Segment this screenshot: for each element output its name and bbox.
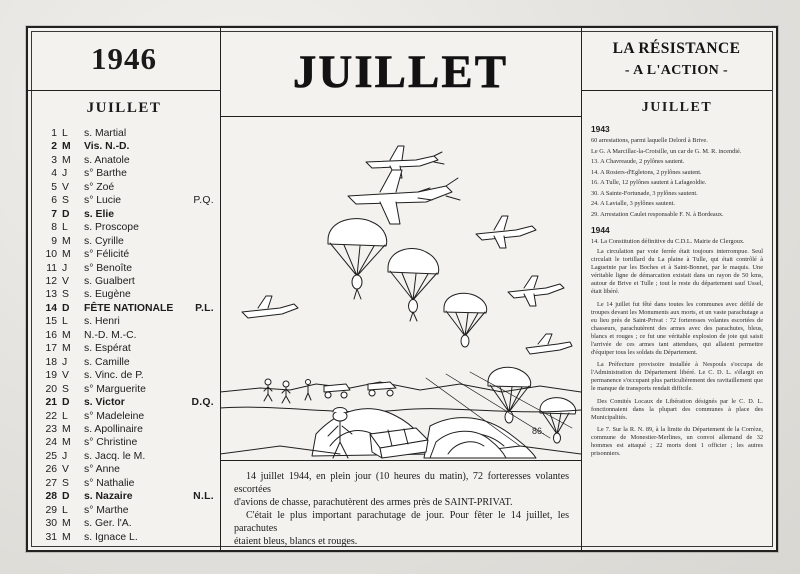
day-number: 6: [51, 195, 57, 207]
calendar-day-row: [42, 531, 214, 544]
calendar-month-label: JUILLET: [86, 100, 162, 116]
calendar-day-row: [42, 127, 214, 140]
parachute-drop-drawing: [220, 116, 581, 460]
calendar-day-row: [42, 504, 214, 517]
day-saint-name: N.-D. M.-C.: [84, 329, 137, 341]
day-weekday: D: [62, 397, 70, 409]
plane-small-right: [526, 334, 572, 354]
month-heading: JUILLET: [292, 46, 509, 98]
resistance-event: Des Comités Locaux de Libération désignés par le C. D. L. fonctionnaient dans la plupart des communes à place des Municipalités.: [591, 397, 763, 421]
day-saint-name: s. Cyrille: [84, 235, 124, 247]
day-weekday: D: [62, 208, 70, 220]
day-saint-name: s° Marguerite: [84, 383, 146, 395]
day-moon-phase: N.L.: [193, 491, 214, 503]
day-saint-name: s. Victor: [84, 397, 125, 409]
day-number: 4: [51, 168, 57, 180]
day-number: 31: [45, 531, 57, 543]
day-weekday: M: [62, 154, 71, 166]
day-saint-name: s. Espérat: [84, 343, 131, 355]
calendar-day-row: [42, 235, 214, 248]
resistance-year-label: 1943: [591, 124, 610, 134]
day-weekday: M: [62, 343, 71, 355]
caption-line-4: étaient bleus, blancs et rouges.: [234, 536, 358, 547]
day-weekday: M: [62, 329, 71, 341]
calendar-day-row: [42, 248, 214, 261]
day-number: 3: [51, 154, 57, 166]
resistance-event: 30. A Sainte-Fortunade, 3 pylônes sautent.: [591, 189, 698, 197]
day-number: 7: [51, 208, 57, 220]
day-number: 8: [51, 222, 57, 234]
resistance-event: La circulation par voie ferrée était toujours interrompue. Seul circulait le tortillard du La plaine à Tulle, qui était contrôlé à Lagueinie par les Boches et à Saint-Bonnet, par le maquis. Une véritable ligne de démarcation existait dans un rayon de 50 kms, autour de Brive et Tulle ; tout le reste du département sauf Ussel, était libéré.: [591, 248, 763, 295]
day-saint-name: s. Vinc. de P.: [84, 370, 144, 382]
day-number: 19: [45, 370, 57, 382]
plane-formation-far: [508, 276, 564, 306]
day-saint-name: s° Barthe: [84, 168, 127, 180]
resistance-event: 16. A Tulle, 12 pylônes sautent à Lafageoldie.: [591, 179, 707, 186]
day-saint-name: s. Proscope: [84, 222, 139, 234]
day-weekday: M: [62, 249, 71, 261]
day-number: 27: [45, 477, 57, 489]
day-saint-name: s. Henri: [84, 316, 120, 328]
day-weekday: V: [62, 370, 69, 382]
day-saint-name: FÊTE NATIONALE: [84, 302, 174, 314]
day-number: 10: [45, 249, 57, 261]
resistance-heading: [581, 28, 772, 90]
day-saint-name: s. Apollinaire: [84, 423, 143, 435]
calendar-day-row: [42, 154, 214, 167]
day-saint-name: s. Anatole: [84, 154, 130, 166]
day-weekday: J: [62, 450, 68, 462]
day-saint-name: s. Gualbert: [84, 275, 135, 287]
plane-small-left: [242, 296, 298, 318]
day-weekday: M: [62, 518, 71, 530]
resistance-event: 14. A Rosiers-d'Egletons, 2 pylônes sautent.: [591, 168, 702, 176]
day-weekday: V: [62, 181, 69, 193]
day-number: 9: [51, 235, 57, 247]
day-number: 17: [45, 343, 57, 355]
day-weekday: D: [62, 302, 70, 314]
day-saint-name: s° Zoé: [84, 181, 115, 193]
caption-line-3: C'était le plus important parachutage de jour. Pour fêter le 14 juillet, les parachutes: [234, 510, 569, 534]
day-moon-phase: D.Q.: [191, 397, 214, 409]
calendar-day-row: [42, 221, 214, 234]
day-saint-name: s. Ignace L.: [84, 531, 138, 543]
day-number: 2: [51, 141, 57, 153]
day-saint-name: s. Camille: [84, 356, 130, 368]
day-weekday: J: [62, 262, 68, 274]
calendar-day-row: [42, 396, 214, 409]
resistance-event: 29. Arrestation Caulet responsable F. N. à Bordeaux.: [591, 210, 724, 218]
calendar-day-row: [42, 329, 214, 342]
plane-formation-upper: [366, 146, 444, 178]
calendar-day-row: [42, 477, 214, 490]
resistance-event: 13. A Chavreaude, 2 pylônes sautent.: [591, 158, 685, 165]
day-number: 12: [45, 275, 57, 287]
calendar-day-row: [42, 194, 214, 207]
calendar-day-row: [42, 450, 214, 463]
resistance-title-line2: - A L'ACTION -: [624, 62, 729, 78]
day-number: 25: [45, 450, 57, 462]
resistance-event: La Préfecture provisoire installée à Nespouls s'occupa de l'Administration du Département libéré. Le C. D. L. s'élargit en permanence s'occupant plus particulièrement des ravitaillement que le manque de transports rendait difficile.: [591, 361, 763, 392]
calendar-day-row: [42, 342, 214, 355]
day-number: 23: [45, 423, 57, 435]
calendar-day-row: [42, 436, 214, 449]
day-saint-name: s° Nathalie: [84, 477, 135, 489]
calendar-day-row: [42, 517, 214, 530]
day-number: 22: [45, 410, 57, 422]
day-weekday: S: [62, 477, 69, 489]
year-heading: 1946: [91, 41, 157, 76]
calendar-day-row: [42, 208, 214, 221]
calendar-day-row: [42, 356, 214, 369]
resistance-event: 14. La Constitution définitive du C.D.L. Mairie de Clergoux.: [591, 237, 745, 245]
calendar-day-row: [42, 383, 214, 396]
day-weekday: L: [62, 128, 68, 139]
calendar-day-row: [42, 262, 214, 275]
day-saint-name: s° Lucie: [84, 195, 122, 207]
calendar-column: [28, 90, 220, 550]
day-saint-name: s. Ger. l'A.: [84, 518, 132, 530]
day-saint-name: s° Benoîte: [84, 262, 133, 274]
day-saint-name: s° Anne: [84, 464, 120, 476]
plane-formation-mid: [348, 170, 460, 224]
day-weekday: L: [62, 410, 68, 422]
day-list: [28, 127, 220, 544]
day-number: 20: [45, 383, 57, 395]
calendar-day-row: [42, 423, 214, 436]
day-number: 28: [45, 491, 57, 503]
day-weekday: J: [62, 168, 68, 180]
resistance-column: [581, 90, 772, 550]
illustration-caption: [220, 460, 581, 550]
plane-formation-right: [476, 216, 536, 248]
day-weekday: L: [62, 504, 68, 516]
calendar-day-row: [42, 315, 214, 328]
resistance-event: Le G. A Marcillac-la-Croisille, un car de G. M. R. incendié.: [591, 147, 742, 155]
day-saint-name: s. Eugène: [84, 289, 131, 301]
day-weekday: M: [62, 437, 71, 449]
day-weekday: M: [62, 141, 71, 153]
calendar-day-row: [42, 167, 214, 180]
day-number: 18: [45, 356, 57, 368]
day-number: 1: [51, 128, 57, 139]
resistance-title-line1: LA RÉSISTANCE: [612, 39, 741, 57]
calendar-sheet: [26, 26, 778, 552]
day-saint-name: s° Christine: [84, 437, 138, 449]
day-number: 14: [45, 302, 57, 314]
day-saint-name: s. Martial: [84, 128, 127, 139]
calendar-day-row: [42, 302, 214, 315]
day-saint-name: s. Elie: [84, 208, 115, 220]
day-weekday: M: [62, 423, 71, 435]
day-number: 24: [45, 437, 57, 449]
day-moon-phase: P.L.: [195, 302, 214, 314]
day-saint-name: s. Nazaire: [84, 491, 133, 503]
day-saint-name: Vis. N.-D.: [84, 141, 130, 153]
resistance-event: 24. A Lavialle, 3 pylônes sautent.: [591, 200, 675, 207]
day-number: 13: [45, 289, 57, 301]
day-weekday: V: [62, 464, 69, 476]
day-weekday: J: [62, 356, 68, 368]
day-weekday: S: [62, 289, 69, 301]
day-saint-name: s° Marthe: [84, 504, 129, 516]
resistance-events: [591, 124, 763, 458]
caption-line-2: d'avions de chasse, parachutèrent des armes près de SAINT-PRIVAT.: [234, 497, 513, 508]
resistance-event: Le 14 juillet fut fêté dans toutes les communes avec défilé de troupes devant les Monuments aux morts, et un vaste parachutage a eu lieu près de Saint-Privat : 72 forteresses volantes escortées de chasseurs, parachutèrent des armes avec des parachutes, bleus, blancs et rouges ; ce fut une véritable explosion de joie qui saisit l'arrivée de ces armes tant attendues, qui allaient permettre d'équiper tous les soldats du Département.: [591, 300, 763, 356]
resistance-month-label: JUILLET: [641, 100, 713, 115]
day-weekday: S: [62, 195, 69, 207]
calendar-day-row: [42, 463, 214, 476]
day-number: 5: [51, 181, 57, 193]
day-saint-name: s° Félicité: [84, 249, 130, 261]
day-weekday: L: [62, 316, 68, 328]
day-number: 30: [45, 518, 57, 530]
day-number: 29: [45, 504, 57, 516]
day-weekday: M: [62, 531, 71, 543]
day-number: 21: [45, 397, 57, 409]
day-weekday: S: [62, 383, 69, 395]
calendar-day-row: [42, 410, 214, 423]
day-saint-name: s. Jacq. le M.: [84, 450, 146, 462]
calendar-day-row: [42, 140, 214, 153]
day-number: 16: [45, 329, 57, 341]
illustration: [220, 116, 581, 460]
day-number: 26: [45, 464, 57, 476]
day-saint-name: s° Madeleine: [84, 410, 145, 422]
parachute-3: [444, 293, 487, 347]
day-weekday: D: [62, 491, 70, 503]
calendar-day-row: [42, 275, 214, 288]
calendar-day-row: [42, 181, 214, 194]
parachute-1: [328, 219, 387, 299]
day-weekday: L: [62, 222, 68, 234]
calendar-day-row: [42, 490, 214, 503]
parachute-2: [388, 249, 439, 321]
day-number: 15: [45, 316, 57, 328]
day-moon-phase: P.Q.: [193, 195, 214, 207]
illustration-signature: 86.: [532, 426, 545, 436]
calendar-day-row: [42, 369, 214, 382]
day-weekday: V: [62, 275, 69, 287]
caption-line-1: 14 juillet 1944, en plein jour (10 heures du matin), 72 forteresses volantes escortées: [234, 471, 569, 495]
calendar-day-row: [42, 288, 214, 301]
parachute-4: [488, 367, 531, 423]
resistance-event: 60 arrestations, parmi laquelle Delord à Brive.: [591, 137, 708, 144]
day-weekday: M: [62, 235, 71, 247]
day-number: 11: [46, 262, 57, 274]
resistance-year-label: 1944: [591, 224, 610, 235]
resistance-event: Le 7. Sur la R. N. 89, à la limite du Département de la Corrèze, commune de Monestier-Merlines, un convoi allemand de 32 hommes est attaqué ; 22 morts dont 1 officier ; les autres prisonniers.: [591, 426, 763, 457]
